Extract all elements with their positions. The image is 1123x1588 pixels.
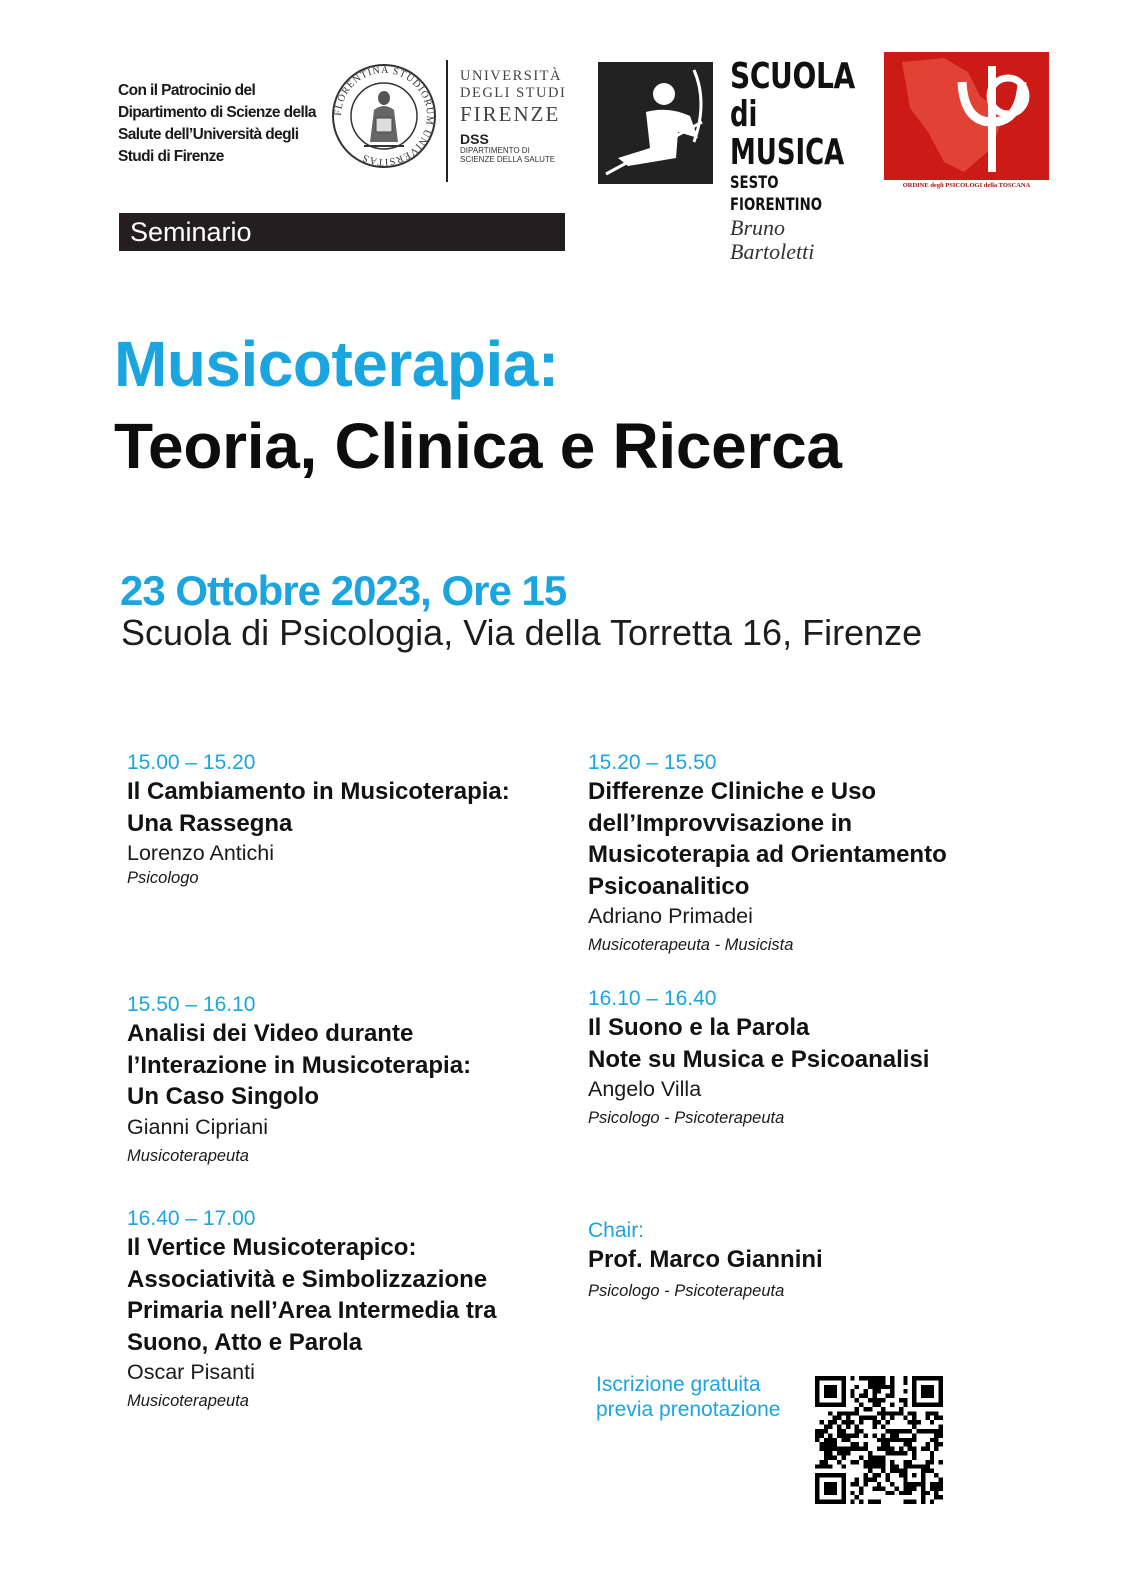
unifi-line3: FIRENZE — [460, 102, 561, 126]
program-time: 16.40 – 17.00 — [127, 1207, 256, 1230]
scuola-line1: SCUOLA — [730, 56, 855, 97]
scuola-signature: Bruno Bartoletti — [730, 215, 815, 264]
dss-desc-2: SCIENZE DELLA SALUTE — [460, 155, 556, 164]
program-time: 15.00 – 15.20 — [127, 751, 256, 774]
registration-line1: Iscrizione gratuita — [596, 1373, 761, 1396]
program-title: Il Cambiamento in Musicoterapia: Una Rassegna — [127, 778, 510, 837]
unifi-line2: DEGLI STUDI — [460, 85, 567, 101]
program-speaker: Adriano Primadei — [588, 904, 753, 928]
registration-info — [596, 1372, 780, 1422]
program-item — [127, 992, 567, 1167]
scuola-line3: SESTO FIORENTINO — [730, 173, 822, 215]
program-speaker: Gianni Cipriani — [127, 1114, 269, 1139]
seal-text: FLORENTINA STUDIORUM UNIVERSITAS — [332, 64, 436, 168]
logo-divider — [446, 60, 448, 182]
program-item — [588, 986, 1008, 1129]
program-time: 15.50 – 16.10 — [127, 993, 256, 1016]
program-time: 16.10 – 16.40 — [588, 987, 717, 1010]
program-item — [588, 750, 1008, 956]
program-role: Musicoterapeuta - Musicista — [588, 936, 794, 954]
scuola-line2: di MUSICA — [730, 94, 845, 173]
title-main: Musicoterapia: — [114, 328, 559, 400]
program-time: 15.20 – 15.50 — [588, 751, 717, 774]
program-item — [127, 1206, 567, 1412]
chair-label: Chair: — [588, 1219, 645, 1242]
chair-block — [588, 1218, 1008, 1302]
program-speaker: Oscar Pisanti — [127, 1360, 255, 1384]
patronage-text: Con il Patrocinio del Dipartimento di Scienze della Salute dell’Università degli Studi di Firenze — [118, 82, 316, 165]
chair-name: Prof. Marco Giannini — [588, 1246, 823, 1273]
program-speaker: Lorenzo Antichi — [127, 841, 275, 865]
order-caption: ORDINE degli PSICOLOGI della TOSCANA — [902, 182, 1031, 189]
dss-abbrev: DSS — [460, 131, 489, 147]
event-venue: Scuola di Psicologia, Via della Torretta 16, Firenze — [121, 612, 923, 653]
dss-desc-1: DIPARTIMENTO DI — [460, 146, 530, 155]
program-role: Musicoterapeuta — [127, 1146, 249, 1165]
unifi-logo-text — [460, 68, 566, 164]
unifi-line1: UNIVERSITÀ — [460, 68, 562, 84]
program-role: Musicoterapeuta — [127, 1392, 249, 1410]
program-title: Analisi dei Video durante l’Interazione in Musicoterapia: Un Caso Singolo — [127, 1020, 472, 1110]
registration-qr-code[interactable] — [815, 1376, 943, 1504]
event-date: 23 Ottobre 2023, Ore 15 — [120, 567, 567, 614]
program-title: Differenze Cliniche e Uso dell’Improvvisazione in Musicoterapia ad Orientamento Psicoanalitico — [588, 778, 947, 900]
program-speaker: Angelo Villa — [588, 1077, 702, 1101]
seminar-label: Seminario — [119, 213, 565, 251]
psychologists-order-logo — [884, 52, 1049, 180]
program-title: Il Suono e la Parola Note su Musica e Psicoanalisi — [588, 1014, 930, 1073]
cellist-silhouette-logo — [598, 62, 713, 184]
program-item — [127, 750, 567, 889]
title-subtitle: Teoria, Clinica e Ricerca — [114, 410, 842, 482]
scuola-musica-logo-text — [730, 58, 860, 264]
program-role: Psicologo — [127, 869, 199, 887]
program-role: Psicologo - Psicoterapeuta — [588, 1109, 785, 1127]
program-title: Il Vertice Musicoterapico: Associatività e Simbolizzazione Primaria nell’Area Intermedia tra Suono, Atto e Parola — [127, 1234, 497, 1356]
university-seal-logo — [330, 62, 438, 170]
chair-role: Psicologo - Psicoterapeuta — [588, 1281, 785, 1300]
registration-line2: previa prenotazione — [596, 1398, 781, 1421]
